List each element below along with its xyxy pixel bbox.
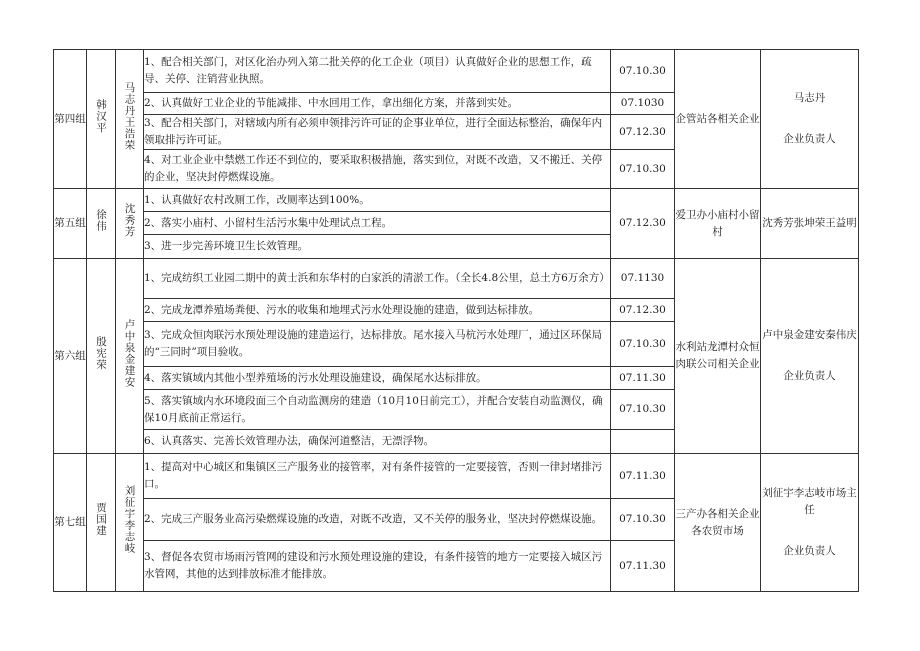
task-text: 3、完成众恒肉联污水预处理设施的建造运行，达标排放。尾水接入马杭污水处理厂，通过区环保局的“三同时”项目验收。 — [144, 322, 611, 367]
task-date: 07.11.30 — [611, 541, 675, 592]
task-text: 1、认真做好农村改厕工作，改厕率达到100%。 — [144, 189, 611, 212]
task-date: 07.10.30 — [611, 150, 675, 189]
task-text: 1、配合相关部门，对区化治办列入第二批关停的化工企业（项目）认真做好企业的思想工作，疏导、关停、注销营业执照。 — [144, 50, 611, 93]
group-name: 第五组 — [54, 189, 87, 259]
group-members: 刘征宇李志岐 — [116, 454, 144, 592]
table-row — [54, 50, 859, 93]
task-text: 2、完成龙潭养殖场粪便、污水的收集和地埋式污水处理设施的建造，做到达标排放。 — [144, 299, 611, 322]
table-row — [54, 454, 859, 499]
task-text: 2、落实小庙村、小留村生活污水集中处理试点工程。 — [144, 212, 611, 235]
task-text: 2、认真做好工业企业的节能减排、中水回用工作，拿出细化方案，并落到实处。 — [144, 93, 611, 115]
task-date: 07.12.30 — [611, 115, 675, 150]
group-name: 第七组 — [54, 454, 87, 592]
task-date: 07.12.30 — [611, 299, 675, 322]
task-text: 4、对工业企业中禁燃工作还不到位的，要采取积极措施，落实到位，对既不改造，又不搬迁、关停的企业，坚决封停燃煤设施。 — [144, 150, 611, 189]
task-date: 07.10.30 — [611, 322, 675, 367]
task-date: 07.11.30 — [611, 367, 675, 390]
group-members: 沈秀芳 — [116, 189, 144, 259]
task-text: 5、落实镇域内水环境段面三个自动监测房的建造（10月10日前完工），并配合安装自动监测仪，确保10月底前正常运行。 — [144, 390, 611, 430]
group-name: 第四组 — [54, 50, 87, 189]
group-members: 马志丹王浩荣 — [116, 50, 144, 189]
responsible-person: 刘征宇李志岐市场主任 企业负责人 — [761, 454, 859, 592]
group-leader: 贾国建 — [87, 454, 116, 592]
responsible-unit: 水利站龙潭村众恒肉联公司相关企业 — [675, 259, 761, 454]
task-date: 07.1030 — [611, 93, 675, 115]
task-date: 07.12.30 — [611, 189, 675, 259]
task-date: 07.11.30 — [611, 454, 675, 499]
table-row — [54, 189, 859, 212]
task-text: 6、认真落实、完善长效管理办法，确保河道整洁，无漂浮物。 — [144, 430, 611, 454]
group-name: 第六组 — [54, 259, 87, 454]
work-plan-table — [53, 49, 859, 592]
responsible-unit: 企管站各相关企业 — [675, 50, 761, 189]
task-text: 3、进一步完善环境卫生长效管理。 — [144, 235, 611, 259]
responsible-person: 马志丹 企业负责人 — [761, 50, 859, 189]
task-date: 07.10.30 — [611, 50, 675, 93]
task-date: 07.10.30 — [611, 390, 675, 430]
task-text: 4、落实镇域内其他小型养殖场的污水处理设施建设，确保尾水达标排放。 — [144, 367, 611, 390]
table-row — [54, 259, 859, 299]
task-text: 3、督促各农贸市场雨污管网的建设和污水预处理设施的建设，有条件接管的地方一定要接入城区污水管网，其他的达到排放标准才能排放。 — [144, 541, 611, 592]
group-leader: 韩汉平 — [87, 50, 116, 189]
task-date: 07.1130 — [611, 259, 675, 299]
responsible-unit: 爱卫办小庙村小留村 — [675, 189, 761, 259]
group-leader: 徐伟 — [87, 189, 116, 259]
task-text: 1、完成纺织工业园二期中的黄士浜和东华村的白家浜的清淤工作。（全长4.8公里，总土方6万余方） — [144, 259, 611, 299]
task-text: 1、提高对中心城区和集镇区三产服务业的接管率，对有条件接管的一定要接管，否则一律封堵排污口。 — [144, 454, 611, 499]
group-members: 卢中泉金建安 — [116, 259, 144, 454]
task-text: 3、配合相关部门，对辖域内所有必须申领排污许可证的企事业单位，进行全面达标整治，确保年内领取排污许可证。 — [144, 115, 611, 150]
group-leader: 殷宪荣 — [87, 259, 116, 454]
responsible-person: 沈秀芳张坤荣王益明 — [761, 189, 859, 259]
responsible-person: 卢中泉金建安秦伟庆 企业负责人 — [761, 259, 859, 454]
task-text: 2、完成三产服务业高污染燃煤设施的改造，对既不改造，又不关停的服务业，坚决封停燃煤设施。 — [144, 499, 611, 541]
task-date — [611, 430, 675, 454]
responsible-unit: 三产办各相关企业各农贸市场 — [675, 454, 761, 592]
task-date: 07.10.30 — [611, 499, 675, 541]
